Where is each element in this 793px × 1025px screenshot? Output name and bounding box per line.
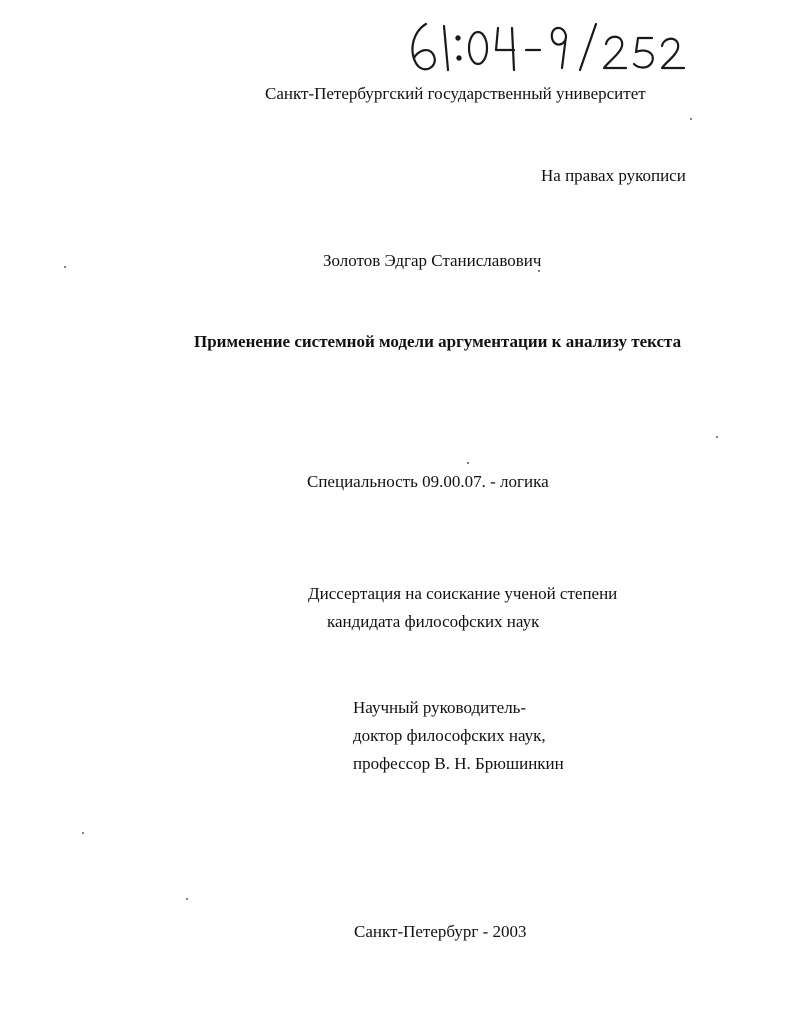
scan-speck <box>467 462 469 464</box>
degree-line-1: Диссертация на соискание ученой степени <box>308 584 618 603</box>
scan-speck <box>716 436 718 438</box>
scan-speck <box>538 270 540 272</box>
scan-speck <box>690 118 692 120</box>
dissertation-title: Применение системной модели аргументации к анализу текста <box>194 332 682 351</box>
scan-speck <box>64 266 66 268</box>
city-year: Санкт-Петербург - 2003 <box>354 922 527 941</box>
specialty: Специальность 09.00.07. - логика <box>307 472 549 491</box>
rights-note: На правах рукописи <box>541 166 686 185</box>
handwritten-archive-number <box>404 14 694 74</box>
supervisor-line-2: доктор философских наук, <box>353 726 546 745</box>
author-name: Золотов Эдгар Станиславович <box>323 251 542 270</box>
scan-speck <box>82 832 84 834</box>
supervisor-line-3: профессор В. Н. Брюшинкин <box>353 754 564 773</box>
scan-speck <box>186 898 188 900</box>
supervisor-line-1: Научный руководитель- <box>353 698 527 717</box>
degree-line-2: кандидата философских наук <box>327 612 540 631</box>
university-name: Санкт-Петербургский государственный университет <box>265 84 646 103</box>
